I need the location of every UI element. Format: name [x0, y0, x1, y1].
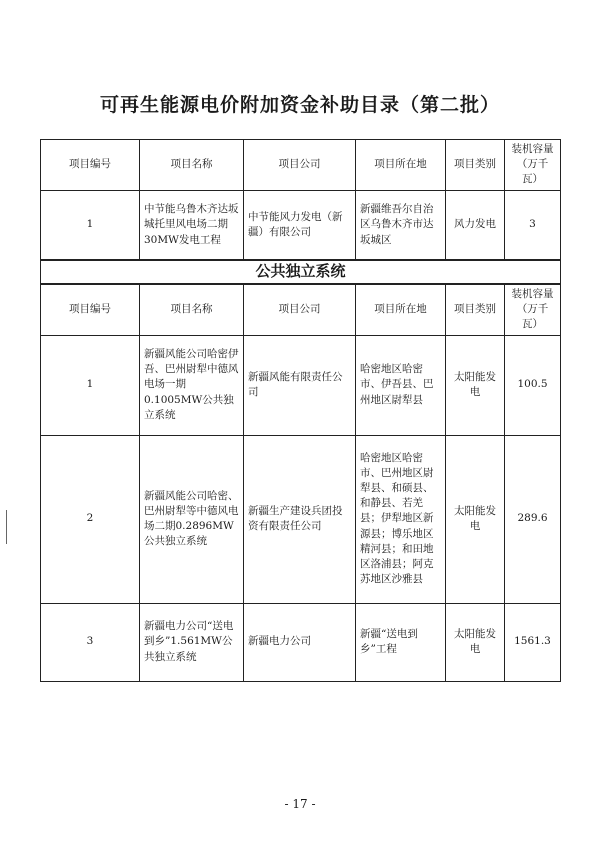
header-company: 项目公司	[244, 140, 356, 191]
page-title: 可再生能源电价附加资金补助目录（第二批）	[99, 94, 500, 116]
header-location: 项目所在地	[356, 284, 446, 335]
subsidy-table	[40, 139, 561, 682]
row-company: 新疆电力公司	[244, 603, 356, 681]
row-name: 新疆风能公司哈密、巴州尉犁等中德风电场二期0.2896MW公共独立系统	[140, 435, 244, 603]
row-name: 新疆风能公司哈密伊吾、巴州尉犁中德风电场一期0.1005MW公共独立系统	[140, 335, 244, 435]
row-id: 1	[41, 335, 140, 435]
table-header-row	[41, 140, 561, 191]
table-header-row	[41, 284, 561, 335]
header-category: 项目类别	[446, 140, 505, 191]
page-number: - 17 -	[284, 797, 316, 811]
row-name: 新疆电力公司“送电到乡”1.561MW公共独立系统	[140, 603, 244, 681]
row-category: 太阳能发电	[446, 435, 505, 603]
table-row	[41, 435, 561, 603]
table-row	[41, 335, 561, 435]
binding-margin-mark	[6, 510, 7, 544]
row-capacity: 3	[505, 190, 561, 260]
row-company: 新疆生产建设兵团投资有限责任公司	[244, 435, 356, 603]
row-company: 中节能风力发电（新疆）有限公司	[244, 190, 356, 260]
row-capacity: 1561.3	[505, 603, 561, 681]
header-id: 项目编号	[41, 284, 140, 335]
row-id: 1	[41, 190, 140, 260]
row-capacity: 289.6	[505, 435, 561, 603]
row-id: 3	[41, 603, 140, 681]
header-id: 项目编号	[41, 140, 140, 191]
header-name: 项目名称	[140, 140, 244, 191]
row-company: 新疆风能有限责任公司	[244, 335, 356, 435]
header-category: 项目类别	[446, 284, 505, 335]
row-location: 新疆“送电到乡”工程	[356, 603, 446, 681]
header-name: 项目名称	[140, 284, 244, 335]
row-category: 太阳能发电	[446, 335, 505, 435]
header-capacity: 装机容量（万千瓦）	[505, 284, 561, 335]
table-row	[41, 190, 561, 260]
table-row	[41, 603, 561, 681]
row-capacity: 100.5	[505, 335, 561, 435]
section-title-row	[41, 260, 561, 284]
row-id: 2	[41, 435, 140, 603]
row-category: 风力发电	[446, 190, 505, 260]
row-location: 哈密地区哈密市、伊吾县、巴州地区尉犁县	[356, 335, 446, 435]
row-name: 中节能乌鲁木齐达坂城托里风电场二期30MW发电工程	[140, 190, 244, 260]
row-category: 太阳能发电	[446, 603, 505, 681]
section-title: 公共独立系统	[41, 260, 561, 284]
header-company: 项目公司	[244, 284, 356, 335]
header-capacity: 装机容量（万千瓦）	[505, 140, 561, 191]
header-location: 项目所在地	[356, 140, 446, 191]
row-location: 新疆维吾尔自治区乌鲁木齐市达坂城区	[356, 190, 446, 260]
row-location: 哈密地区哈密市、巴州地区尉犁县、和硕县、和静县、若羌县；伊犁地区新源县；博乐地区精河县；和田地区洛浦县；阿克苏地区沙雅县	[356, 435, 446, 603]
